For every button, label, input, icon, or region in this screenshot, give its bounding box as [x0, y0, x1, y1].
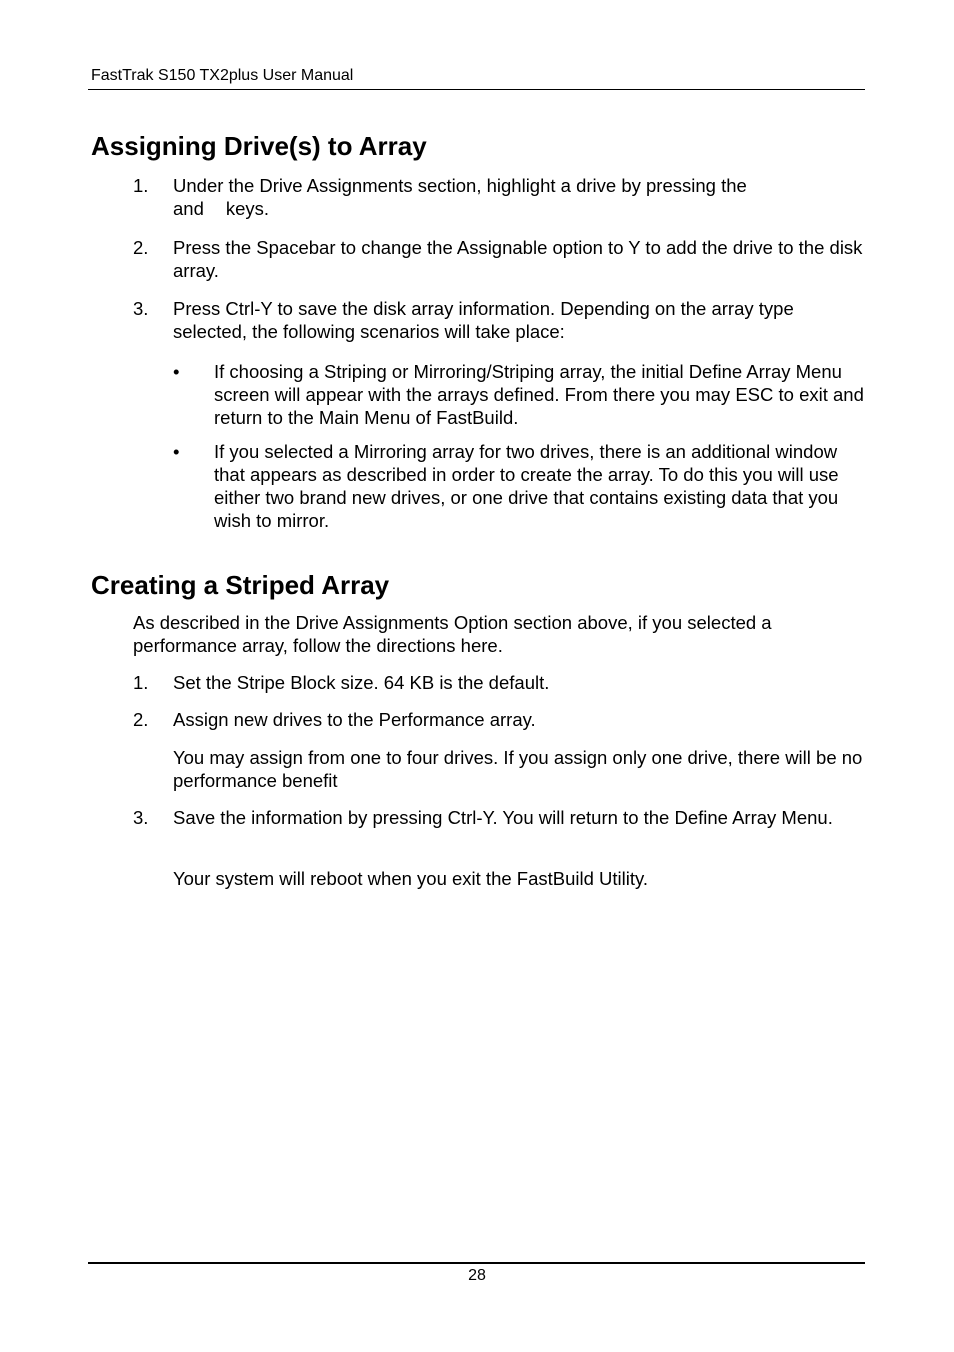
step-text: Save the information by pressing Ctrl-Y. You will return to the Define Array Menu. [173, 807, 833, 828]
bullet-text: If you selected a Mirroring array for two drives, there is an additional window that appears as described in order to create the array. To do this you will use either two brand new drives, or one drive that contains existing data that you wish to mirror. [214, 441, 839, 531]
step-number: 1. [133, 175, 149, 196]
bullet-icon: • [173, 441, 180, 462]
step-number: 1. [133, 672, 149, 693]
step-text: Assign new drives to the Performance array. [173, 709, 536, 730]
bullet-text: If choosing a Striping or Mirroring/Striping array, the initial Define Array Menu screen will appear with the arrays defined. From there you may ESC to exit and return to the Main Menu of FastBuild. [214, 361, 864, 428]
section-intro: As described in the Drive Assignments Option section above, if you selected a performance array, follow the directions here. [133, 612, 772, 656]
page-number: 28 [468, 1267, 486, 1284]
bullet-icon: • [173, 361, 180, 382]
step-text: Press Ctrl-Y to save the disk array information. Depending on the array type selected, the following scenarios will take place: [173, 298, 794, 342]
step-text: Set the Stripe Block size. 64 KB is the default. [173, 672, 550, 693]
section-heading-assigning-drives: Assigning Drive(s) to Array [91, 131, 427, 161]
header-title: FastTrak S150 TX2plus User Manual [91, 67, 354, 84]
step-text: Under the Drive Assignments section, highlight a drive by pressing the and keys. [173, 175, 747, 219]
step-number: 3. [133, 807, 149, 828]
step-number: 2. [133, 237, 149, 258]
step-note: You may assign from one to four drives. If you assign only one drive, there will be no performance benefit [173, 747, 863, 791]
footer-divider [88, 1262, 865, 1264]
header-divider [88, 89, 865, 90]
step-note: Your system will reboot when you exit the FastBuild Utility. [173, 868, 649, 889]
step-number: 2. [133, 709, 149, 730]
section-heading-striped-array: Creating a Striped Array [91, 570, 390, 600]
step-text: Press the Spacebar to change the Assignable option to Y to add the drive to the disk array. [173, 237, 863, 281]
step-number: 3. [133, 298, 149, 319]
